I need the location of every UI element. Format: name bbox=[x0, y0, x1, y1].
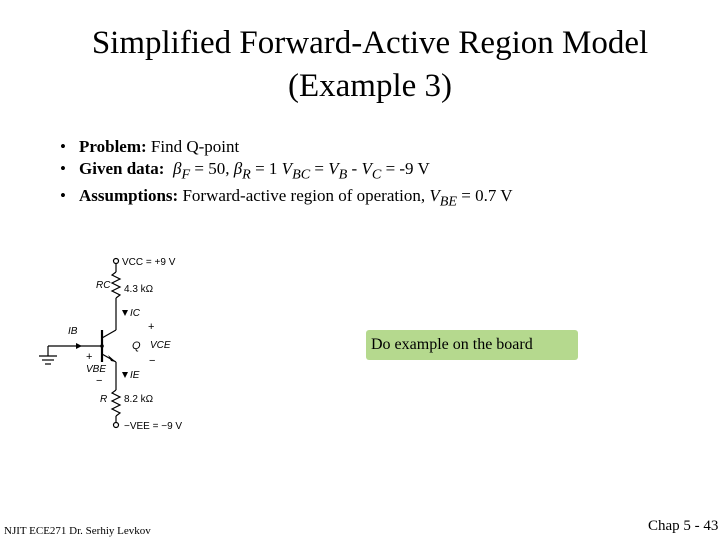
resistor-rc bbox=[112, 272, 120, 298]
bjt-circuit-diagram bbox=[36, 250, 206, 440]
assumptions-text: Forward-active region of operation, bbox=[178, 186, 430, 206]
v-sub-b: B bbox=[338, 166, 348, 183]
vee-label: −VEE = −9 V bbox=[124, 421, 183, 432]
ic-label: IC bbox=[130, 308, 140, 319]
given-eq5: = -9 V bbox=[381, 159, 430, 178]
transistor-collector-lead bbox=[102, 330, 116, 338]
footer-page-number: Chap 5 - 43 bbox=[648, 518, 719, 534]
vbe-label: VBE bbox=[86, 364, 107, 375]
ie-label: IE bbox=[130, 370, 140, 381]
title-line-2: (Example 3) bbox=[287, 68, 453, 104]
assumptions-eq: = 0.7 V bbox=[457, 186, 513, 206]
vce-label: VCE bbox=[150, 340, 171, 351]
vee-terminal bbox=[114, 423, 119, 428]
beta-sub-r: R bbox=[242, 166, 251, 183]
bullet-assumptions bbox=[60, 185, 513, 212]
ib-arrow bbox=[76, 343, 82, 349]
given-eq1: = 50, bbox=[190, 159, 234, 178]
note-box: Do example on the board bbox=[366, 330, 578, 360]
vce-minus: − bbox=[149, 355, 156, 367]
rc-value: 4.3 kΩ bbox=[124, 284, 154, 295]
rc-label: RC bbox=[96, 280, 111, 291]
vce-plus: + bbox=[148, 321, 155, 333]
vbe-plus: + bbox=[86, 351, 93, 363]
base-node bbox=[100, 344, 104, 348]
problem-text: Find Q-point bbox=[150, 137, 240, 156]
v-symbol-2: V bbox=[328, 159, 339, 178]
v-symbol-3: V bbox=[361, 159, 372, 178]
given-eq2: = 1 bbox=[250, 159, 282, 178]
v-sub-be: BE bbox=[439, 193, 458, 210]
given-label: Given data: bbox=[79, 159, 165, 178]
v-symbol-be: V bbox=[429, 186, 440, 206]
bullet-problem bbox=[60, 136, 513, 158]
slide-title bbox=[40, 22, 700, 108]
beta-symbol-2: β bbox=[233, 159, 243, 178]
ic-arrow bbox=[122, 310, 128, 316]
v-sub-c: C bbox=[371, 166, 382, 183]
r-value: 8.2 kΩ bbox=[124, 394, 154, 405]
beta-sub-f: F bbox=[181, 166, 191, 183]
resistor-r bbox=[112, 390, 120, 416]
ib-label: IB bbox=[68, 326, 78, 337]
beta-symbol: β bbox=[172, 159, 182, 178]
given-eq3: = bbox=[310, 159, 329, 178]
footer-author: NJIT ECE271 Dr. Serhiy Levkov bbox=[4, 525, 151, 537]
title-line-1: Simplified Forward-Active Region Model bbox=[91, 25, 649, 61]
vbe-minus: − bbox=[96, 375, 103, 387]
vcc-terminal bbox=[114, 259, 119, 264]
ie-arrow bbox=[122, 372, 128, 378]
q-label: Q bbox=[132, 340, 141, 352]
assumptions-label: Assumptions: bbox=[79, 186, 179, 206]
r-label: R bbox=[100, 394, 108, 405]
problem-label: Problem: bbox=[79, 137, 147, 156]
v-sub-bc: BC bbox=[292, 166, 311, 183]
given-eq4: - bbox=[347, 159, 362, 178]
v-symbol-1: V bbox=[281, 159, 293, 178]
bullet-given-data bbox=[60, 158, 513, 185]
bullet-list bbox=[60, 136, 513, 213]
vcc-label: VCC = +9 V bbox=[122, 257, 176, 268]
